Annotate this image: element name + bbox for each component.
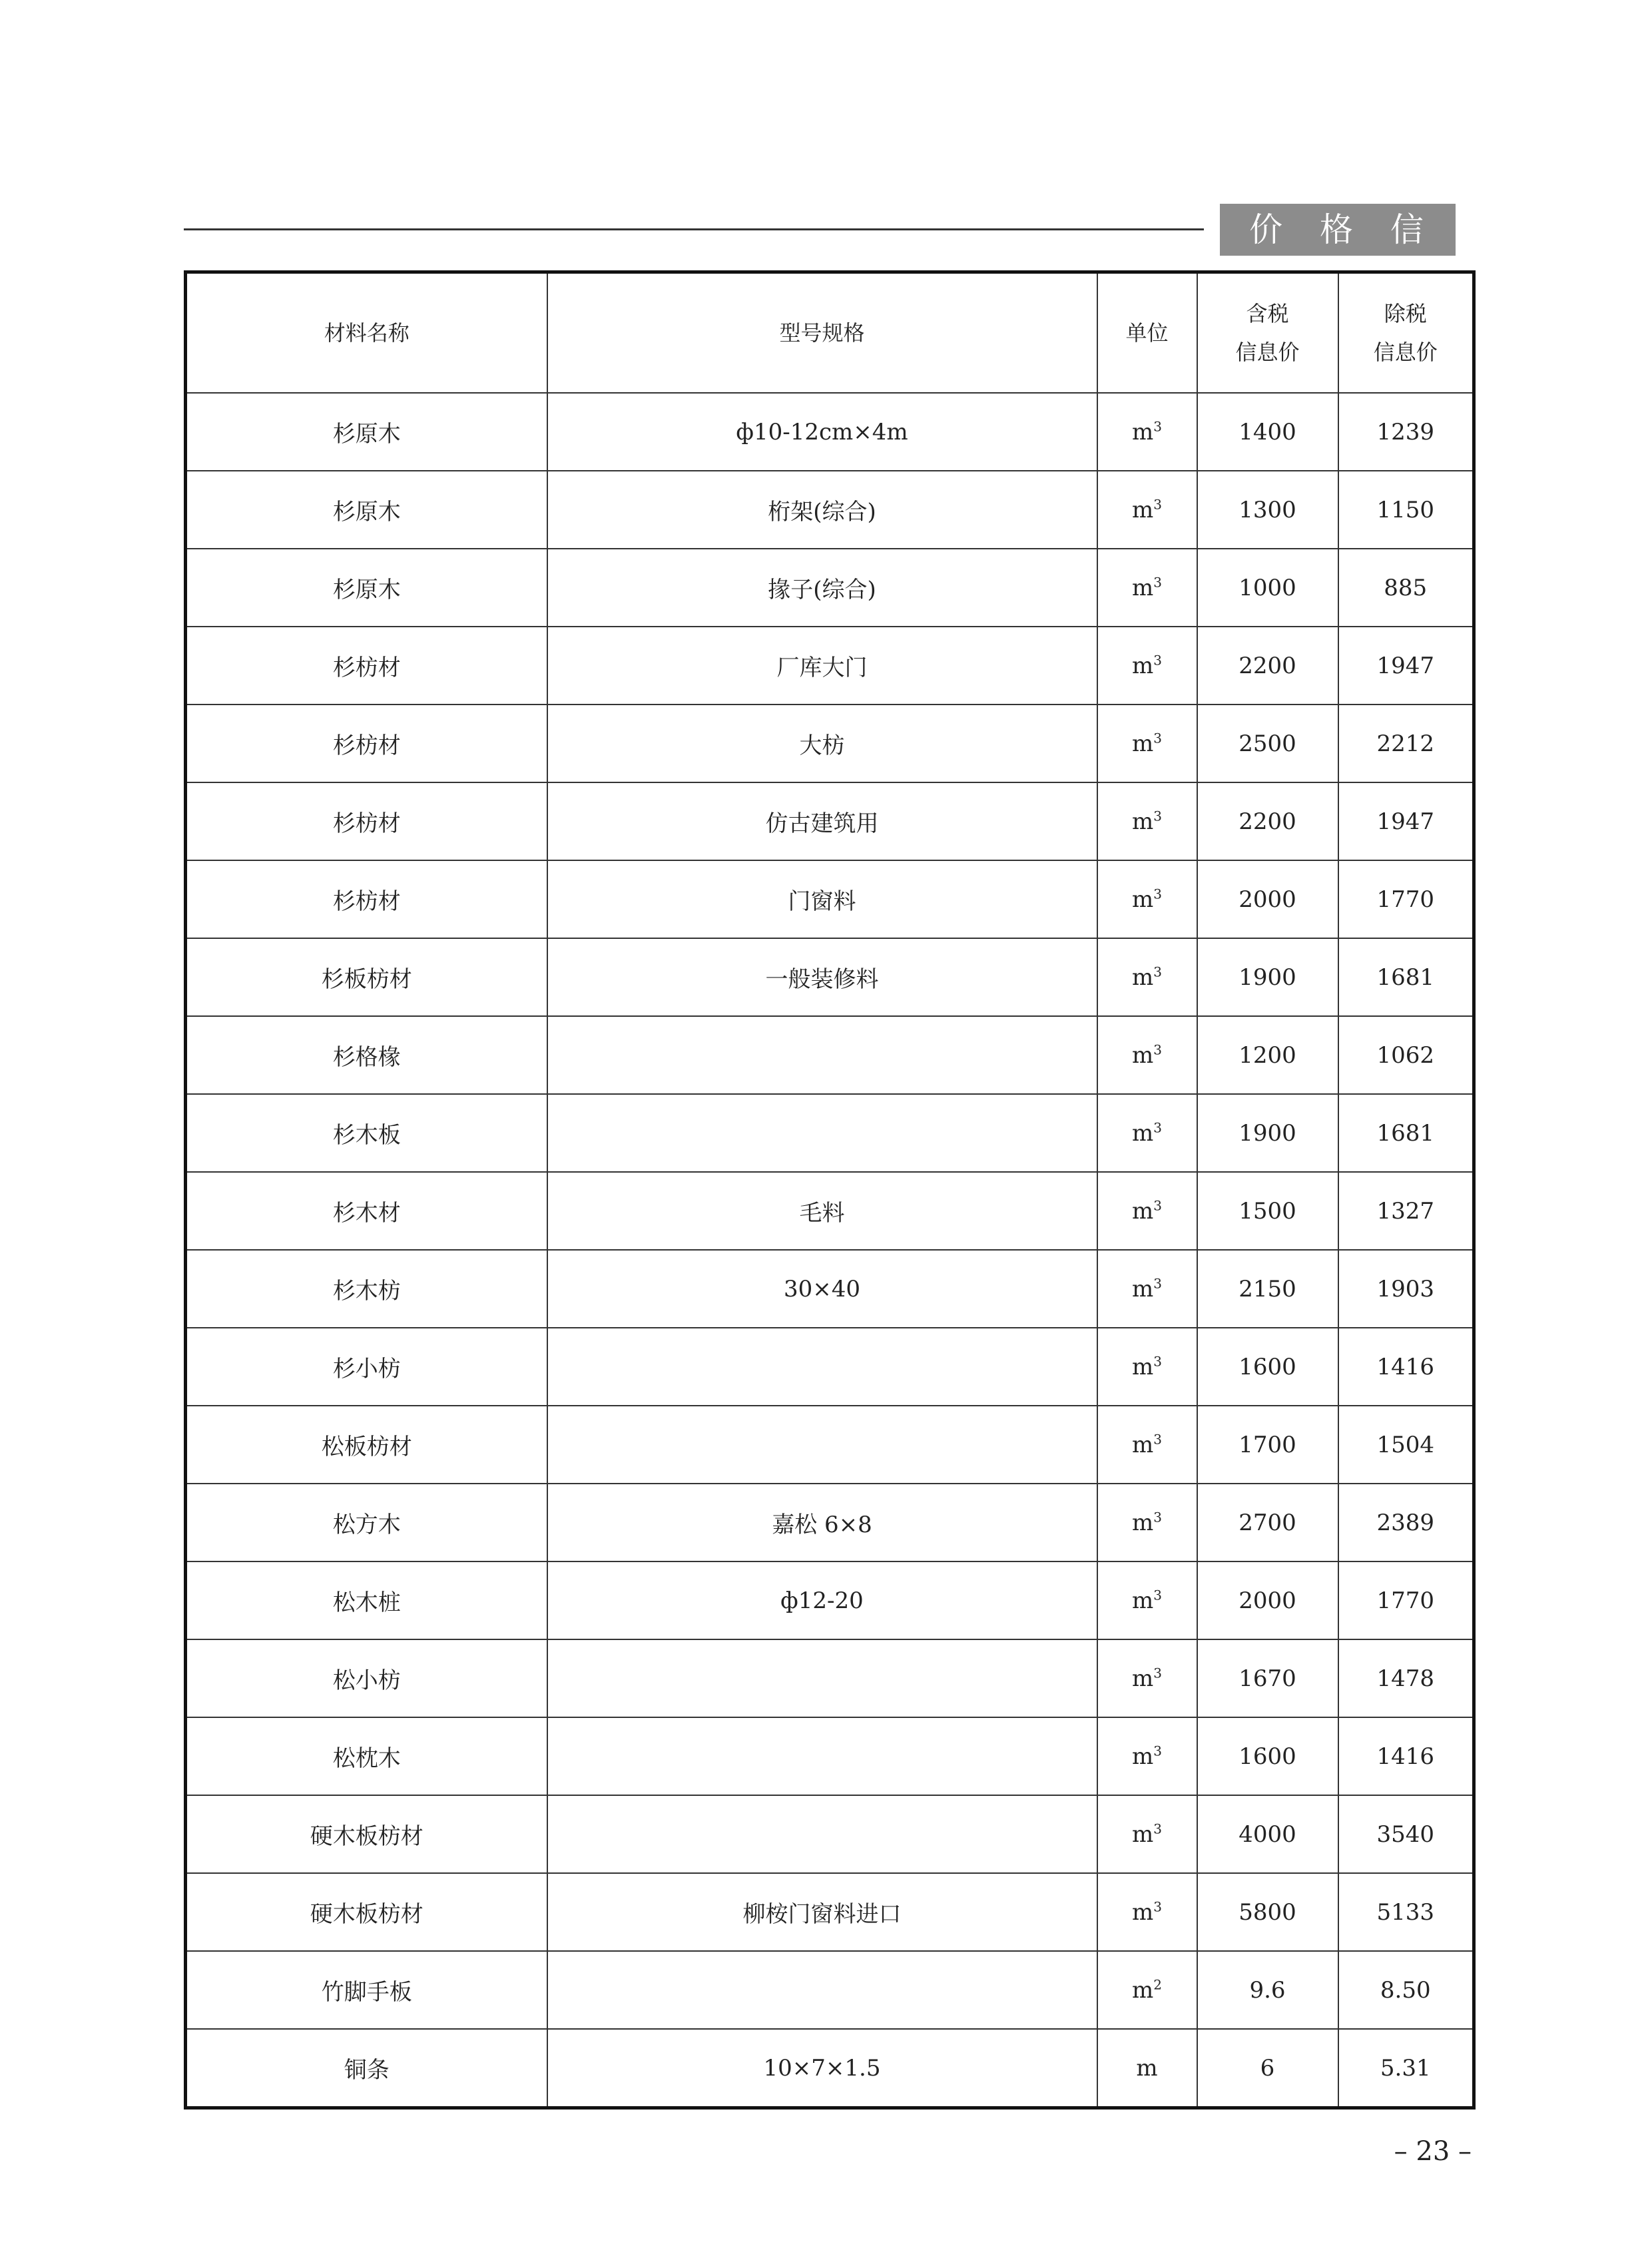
unit-cell	[1097, 1717, 1197, 1795]
material-name-cell: 松板枋材	[186, 1406, 547, 1484]
unit-base: m	[1132, 808, 1154, 835]
unit-cell	[1097, 1406, 1197, 1484]
tax-included-price-cell: 1900	[1197, 938, 1338, 1016]
unit-cell	[1097, 782, 1197, 860]
unit-base: m	[1132, 1743, 1154, 1770]
unit-cell	[1097, 1328, 1197, 1406]
tax-excluded-price-cell: 5.31	[1338, 2029, 1474, 2108]
tax-excluded-price-cell: 2212	[1338, 705, 1474, 782]
unit-base: m	[1132, 1587, 1154, 1614]
spec-cell: ф12-20	[547, 1561, 1097, 1639]
tax-included-price-cell: 1200	[1197, 1016, 1338, 1094]
unit-exponent: 3	[1153, 652, 1162, 669]
tax-excluded-price-cell: 885	[1338, 549, 1474, 627]
table-row	[186, 1094, 1474, 1172]
tax-excluded-price-cell: 1770	[1338, 1561, 1474, 1639]
tax-excluded-price-cell: 1327	[1338, 1172, 1474, 1250]
unit-cell	[1097, 1561, 1197, 1639]
unit-base: m	[1132, 574, 1154, 601]
spec-cell: 桁架(综合)	[547, 471, 1097, 549]
tax-excluded-price-cell: 1416	[1338, 1328, 1474, 1406]
unit-exponent: 3	[1153, 496, 1162, 513]
unit-cell	[1097, 938, 1197, 1016]
tax-included-price-cell: 1300	[1197, 471, 1338, 549]
price-table	[184, 270, 1476, 2110]
unit-exponent: 3	[1153, 964, 1162, 980]
material-name-cell: 杉原木	[186, 471, 547, 549]
unit-cell	[1097, 471, 1197, 549]
tax-excluded-price-cell: 1681	[1338, 1094, 1474, 1172]
unit-exponent: 3	[1153, 1041, 1162, 1058]
unit-exponent: 3	[1153, 1197, 1162, 1214]
unit-exponent: 3	[1153, 574, 1162, 591]
material-name-cell: 杉原木	[186, 549, 547, 627]
unit-exponent: 3	[1153, 808, 1162, 824]
table-row	[186, 1328, 1474, 1406]
table-row	[186, 782, 1474, 860]
tax-included-price-cell: 2200	[1197, 782, 1338, 860]
tax-excluded-price-cell: 1770	[1338, 860, 1474, 938]
spec-cell: ф10-12cm×4m	[547, 393, 1097, 471]
header-rule	[184, 228, 1204, 230]
col-material-name-header: 材料名称	[186, 272, 547, 394]
tax-included-price-cell: 1700	[1197, 1406, 1338, 1484]
spec-cell: 厂库大门	[547, 627, 1097, 705]
unit-base: m	[1132, 496, 1154, 523]
table-row	[186, 1873, 1474, 1951]
spec-cell	[547, 1639, 1097, 1717]
table-body	[186, 393, 1474, 2108]
material-name-cell: 杉木板	[186, 1094, 547, 1172]
spec-cell: 门窗料	[547, 860, 1097, 938]
unit-base: m	[1132, 730, 1154, 757]
material-name-cell: 杉原木	[186, 393, 547, 471]
tax-included-price-cell: 2500	[1197, 705, 1338, 782]
unit-base: m	[1132, 1898, 1154, 1926]
spec-cell	[547, 1951, 1097, 2029]
table-row	[186, 705, 1474, 782]
tax-excluded-price-cell: 1416	[1338, 1717, 1474, 1795]
spec-cell	[547, 1717, 1097, 1795]
spec-cell: 毛料	[547, 1172, 1097, 1250]
unit-cell	[1097, 627, 1197, 705]
unit-exponent: 3	[1153, 1119, 1162, 1136]
table-row	[186, 1172, 1474, 1250]
unit-cell	[1097, 1639, 1197, 1717]
tax-excluded-price-cell: 5133	[1338, 1873, 1474, 1951]
unit-exponent: 3	[1153, 1665, 1162, 1681]
unit-base: m	[1132, 1431, 1154, 1458]
unit-cell	[1097, 1094, 1197, 1172]
unit-exponent: 3	[1153, 1275, 1162, 1292]
material-name-cell: 杉格椽	[186, 1016, 547, 1094]
unit-base: m	[1132, 1041, 1154, 1069]
unit-base: m	[1132, 886, 1154, 913]
tax-excluded-price-cell: 1681	[1338, 938, 1474, 1016]
tax-excluded-price-cell: 1947	[1338, 627, 1474, 705]
unit-base: m	[1132, 1353, 1154, 1380]
unit-exponent: 3	[1153, 1587, 1162, 1603]
unit-base: m	[1132, 418, 1154, 445]
spec-cell	[547, 1406, 1097, 1484]
table-row	[186, 1639, 1474, 1717]
unit-base: m	[1132, 964, 1154, 991]
unit-cell	[1097, 1951, 1197, 2029]
tax-included-price-cell: 1500	[1197, 1172, 1338, 1250]
tax-included-price-cell: 4000	[1197, 1795, 1338, 1873]
material-name-cell: 杉木枋	[186, 1250, 547, 1328]
unit-base: m	[1132, 1119, 1154, 1147]
tax-excluded-price-cell: 3540	[1338, 1795, 1474, 1873]
spec-cell: 大枋	[547, 705, 1097, 782]
unit-cell	[1097, 1484, 1197, 1561]
material-name-cell: 竹脚手板	[186, 1951, 547, 2029]
unit-exponent: 3	[1153, 1431, 1162, 1448]
tax-included-price-cell: 9.6	[1197, 1951, 1338, 2029]
tax-excluded-price-cell: 1062	[1338, 1016, 1474, 1094]
spec-cell: 嘉松 6×8	[547, 1484, 1097, 1561]
material-name-cell: 松方木	[186, 1484, 547, 1561]
spec-cell	[547, 1016, 1097, 1094]
material-name-cell: 杉木材	[186, 1172, 547, 1250]
tax-included-price-cell: 2150	[1197, 1250, 1338, 1328]
material-name-cell: 松枕木	[186, 1717, 547, 1795]
material-name-cell: 硬木板枋材	[186, 1795, 547, 1873]
col-tax-included-price-header: 含税 信息价	[1197, 272, 1338, 394]
tax-included-price-cell: 1000	[1197, 549, 1338, 627]
material-name-cell: 杉枋材	[186, 782, 547, 860]
unit-base: m	[1132, 1821, 1154, 1848]
tax-excluded-price-cell: 1947	[1338, 782, 1474, 860]
table-row	[186, 860, 1474, 938]
unit-cell	[1097, 1250, 1197, 1328]
table-row	[186, 2029, 1474, 2108]
col-unit-header: 单位	[1097, 272, 1197, 394]
table-row	[186, 1561, 1474, 1639]
unit-cell	[1097, 549, 1197, 627]
spec-cell: 10×7×1.5	[547, 2029, 1097, 2108]
material-name-cell: 杉枋材	[186, 860, 547, 938]
unit-cell	[1097, 1172, 1197, 1250]
table-header-row	[186, 272, 1474, 394]
col-tax-excluded-price-header: 除税 信息价	[1338, 272, 1474, 394]
material-name-cell: 硬木板枋材	[186, 1873, 547, 1951]
page-number: – 23 –	[1394, 2136, 1472, 2167]
unit-base: m	[1132, 1665, 1154, 1692]
unit-exponent: 3	[1153, 886, 1162, 902]
table-row	[186, 938, 1474, 1016]
table-row	[186, 1717, 1474, 1795]
tax-included-price-cell: 2200	[1197, 627, 1338, 705]
table-row	[186, 1951, 1474, 2029]
unit-cell	[1097, 705, 1197, 782]
tax-included-price-cell: 6	[1197, 2029, 1338, 2108]
spec-cell: 柳桉门窗料进口	[547, 1873, 1097, 1951]
unit-exponent: 3	[1153, 1898, 1162, 1915]
unit-cell	[1097, 860, 1197, 938]
spec-cell	[547, 1795, 1097, 1873]
tax-included-price-cell: 5800	[1197, 1873, 1338, 1951]
tax-included-price-cell: 1600	[1197, 1717, 1338, 1795]
table-row	[186, 1795, 1474, 1873]
tax-excluded-price-cell: 1504	[1338, 1406, 1474, 1484]
unit-cell	[1097, 2029, 1197, 2108]
material-name-cell: 杉小枋	[186, 1328, 547, 1406]
unit-base: m	[1132, 1509, 1154, 1536]
tax-excluded-price-cell: 1239	[1338, 393, 1474, 471]
spec-cell: 一般装修料	[547, 938, 1097, 1016]
tax-included-price-cell: 2000	[1197, 1561, 1338, 1639]
section-title-badge: 价 格 信 息	[1220, 204, 1456, 256]
unit-exponent: 3	[1153, 1821, 1162, 1837]
unit-cell	[1097, 1016, 1197, 1094]
tax-excluded-price-cell: 1150	[1338, 471, 1474, 549]
unit-exponent: 2	[1153, 1976, 1162, 1993]
unit-cell	[1097, 1873, 1197, 1951]
unit-cell	[1097, 393, 1197, 471]
unit-exponent: 3	[1153, 418, 1162, 435]
unit-cell	[1097, 1795, 1197, 1873]
unit-base: m	[1132, 1197, 1154, 1225]
tax-included-price-cell: 2000	[1197, 860, 1338, 938]
tax-excluded-price-cell: 2389	[1338, 1484, 1474, 1561]
material-name-cell: 铜条	[186, 2029, 547, 2108]
table-row	[186, 1250, 1474, 1328]
tax-excluded-price-cell: 8.50	[1338, 1951, 1474, 2029]
material-name-cell: 杉枋材	[186, 705, 547, 782]
material-name-cell: 松小枋	[186, 1639, 547, 1717]
unit-exponent: 3	[1153, 1743, 1162, 1759]
unit-base: m	[1132, 652, 1154, 679]
unit-exponent: 3	[1153, 1509, 1162, 1526]
table-row	[186, 1484, 1474, 1561]
unit-exponent: 3	[1153, 730, 1162, 746]
material-name-cell: 杉枋材	[186, 627, 547, 705]
spec-cell	[547, 1094, 1097, 1172]
tax-excluded-price-cell: 1903	[1338, 1250, 1474, 1328]
material-name-cell: 杉板枋材	[186, 938, 547, 1016]
tax-included-price-cell: 1900	[1197, 1094, 1338, 1172]
spec-cell: 掾子(综合)	[547, 549, 1097, 627]
table-row	[186, 393, 1474, 471]
table-row	[186, 471, 1474, 549]
table-row	[186, 549, 1474, 627]
tax-included-price-cell: 1600	[1197, 1328, 1338, 1406]
unit-exponent: 3	[1153, 1353, 1162, 1370]
col-spec-header: 型号规格	[547, 272, 1097, 394]
material-name-cell: 松木桩	[186, 1561, 547, 1639]
unit-base: m	[1136, 2054, 1158, 2082]
spec-cell	[547, 1328, 1097, 1406]
tax-included-price-cell: 2700	[1197, 1484, 1338, 1561]
spec-cell: 仿古建筑用	[547, 782, 1097, 860]
table-row	[186, 1016, 1474, 1094]
tax-excluded-price-cell: 1478	[1338, 1639, 1474, 1717]
table-row	[186, 1406, 1474, 1484]
tax-included-price-cell: 1400	[1197, 393, 1338, 471]
spec-cell: 30×40	[547, 1250, 1097, 1328]
unit-base: m	[1132, 1275, 1154, 1302]
table-row	[186, 627, 1474, 705]
tax-included-price-cell: 1670	[1197, 1639, 1338, 1717]
unit-base: m	[1132, 1976, 1154, 2004]
